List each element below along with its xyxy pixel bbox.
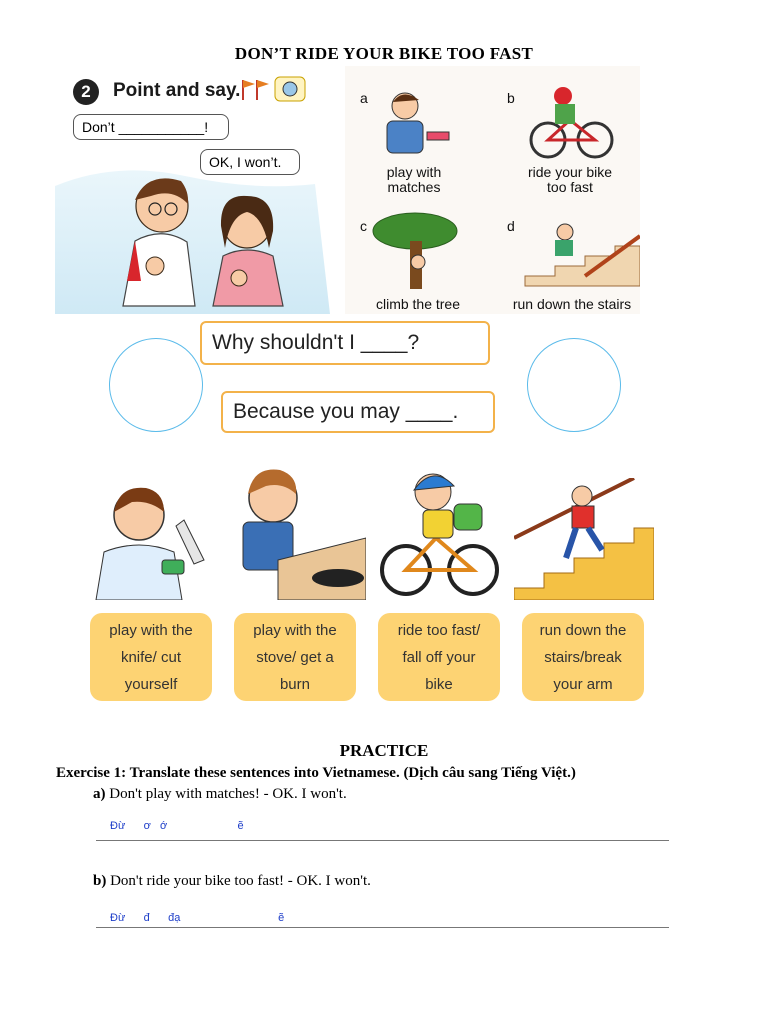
option-card: ride too fast/ fall off your bike <box>378 613 500 701</box>
answer-line <box>96 840 669 841</box>
exercise-instruction: Exercise 1: Translate these sentences into Vietnamese. (Dịch câu sang Tiếng Việt.) <box>56 765 576 781</box>
practice-heading: PRACTICE <box>339 741 429 760</box>
option-card: play with the knife/ cut yourself <box>90 613 212 701</box>
option-card: run down the stairs/break your arm <box>522 613 644 701</box>
picture-label: climb the tree <box>375 296 461 312</box>
speech-bubble-right: OK, I won’t. <box>200 149 300 175</box>
answer-text: Đừ ơ ớ ẽ <box>110 820 244 832</box>
item-text: Don't play with matches! - OK. I won't. <box>109 786 347 802</box>
question-box: Why shouldn't I ____? <box>200 321 490 365</box>
point-icon <box>240 76 272 107</box>
exercise-heading: Point and say. <box>113 80 241 101</box>
sentence-item <box>93 873 371 890</box>
option-card: play with the stove/ get a burn <box>234 613 356 701</box>
speaking-icon <box>274 76 306 107</box>
exercise-number: 2 <box>73 79 99 105</box>
picture-label: run down the stairs <box>512 296 632 312</box>
picture-letter: a <box>360 90 368 106</box>
answer-text: Đừ đ đạ ẽ <box>110 912 285 924</box>
picture-letter: c <box>360 218 367 234</box>
picture-knife <box>84 460 219 605</box>
sentence-item <box>93 786 347 803</box>
picture-label: play with matches <box>386 164 442 195</box>
speech-bubble-left: Don’t ___________! <box>73 114 229 140</box>
circle-right <box>527 338 621 432</box>
picture-letter: d <box>507 218 515 234</box>
picture-label: ride your bike too fast <box>527 164 613 195</box>
answer-line <box>96 927 669 928</box>
picture-bike <box>378 460 503 605</box>
picture-letter: b <box>507 90 515 106</box>
answer-box: Because you may ____. <box>221 391 495 433</box>
item-tag: b) <box>93 873 107 889</box>
picture-stove <box>228 460 366 605</box>
item-text: Don't ride your bike too fast! - OK. I won't. <box>110 873 371 889</box>
circle-left <box>109 338 203 432</box>
item-tag: a) <box>93 786 106 802</box>
picture-stairs <box>514 478 654 605</box>
page-title: DON’T RIDE YOUR BIKE TOO FAST <box>234 44 534 63</box>
